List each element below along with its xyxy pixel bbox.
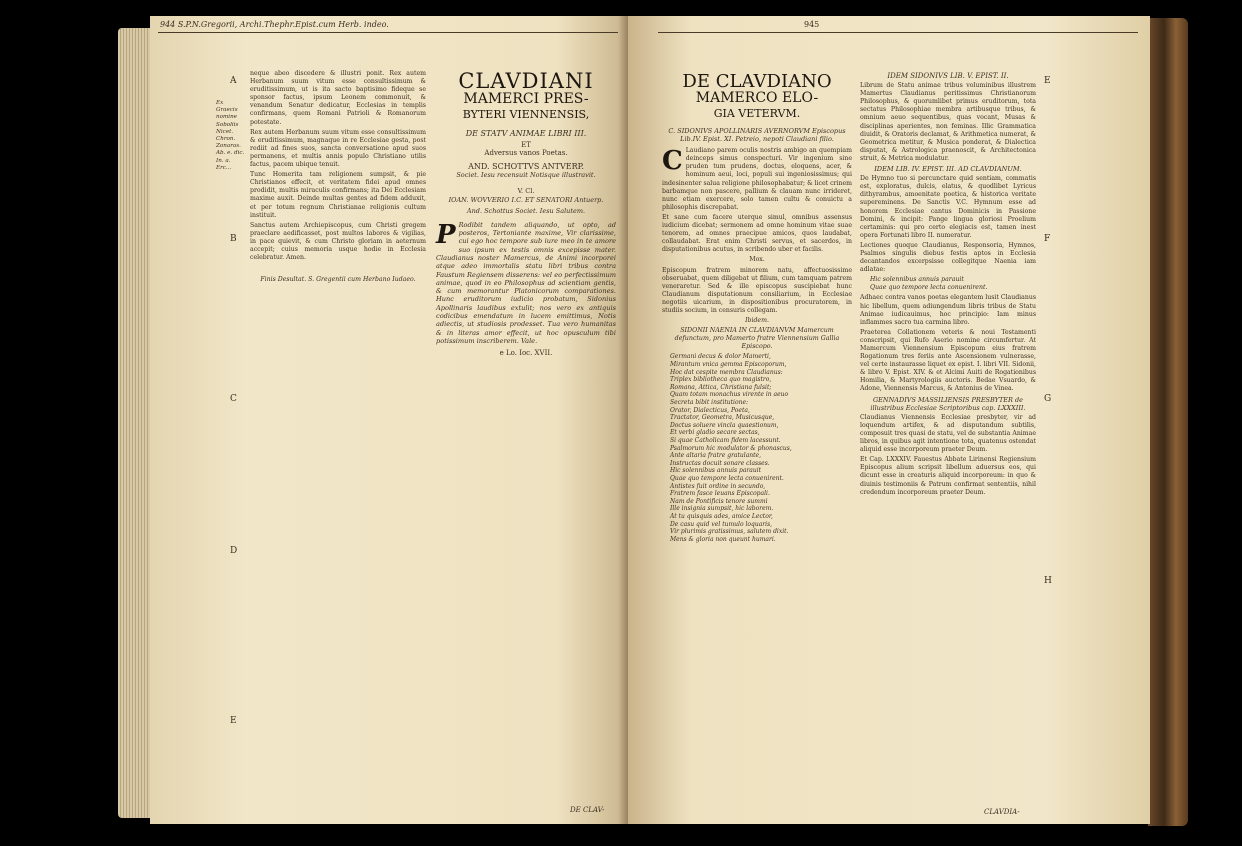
- para-librum: Librum de Statu animae tribus voluminibus illustrem Mamertus Claudianus peritissimus Christianorum Philosophus, & quorumlibet primus eruditorum, tota sectatus Philosophiae membra artibusque tribus, & omnium aeuo sequentibus, quas vocant, Musas & disciplinas aperientes, non feminas. Illic Grammatica diuidit, & Oratoris declamat, & Arithmetica numerat, & Geometrica metitur, & Musica ponderat, & Dialectica disputat, & Astrologica praenoscit, & Architectonica struit, & Metrica modulatur.: [860, 82, 1036, 162]
- verse-line: Hic solennibus annuis parauit: [870, 276, 964, 284]
- right-page-number: 945: [804, 20, 820, 29]
- editor-note: Societ. Iesu recensuit Notisque illustravit.: [456, 171, 596, 180]
- title-claudiani: CLAVDIANI: [458, 69, 594, 93]
- poem-line: Hic solennibus annuis parauit: [670, 467, 762, 475]
- source-sidonius: C. SIDONIVS APOLLINARIS AVERNORVM Episcopus Lib.IV. Epist. XI. Petreio, nepoti Claudiani filio.: [668, 127, 846, 144]
- left-col1-para: Sanctus autem Archiepiscopus, cum Christi gregem praeclare aedificasset, post multos labores & vigilias, in pace quievit, & cum Christo gloriam in aeternum accepit; cuius memoria usque hodie in Ecclesia celebratur. Amen.: [250, 221, 426, 262]
- right-column-1: [662, 72, 852, 792]
- poem-line: Tractator, Geometra, Musicusque,: [670, 414, 775, 422]
- right-head-rule: [658, 32, 1138, 33]
- poem-line: Orator, Dialecticus, Poeta,: [670, 406, 750, 414]
- finis-note: Finis Desultat. S. Gregentii cum Herbano Iudaeo.: [260, 276, 416, 284]
- poem-line: Fratrem fasce leuans Episcopali.: [670, 490, 770, 498]
- work-et: ET: [521, 141, 531, 150]
- margin-letter-h: H: [1044, 576, 1052, 586]
- right-page: [628, 16, 1150, 824]
- left-catchword: DE CLAV-: [570, 806, 605, 814]
- para-claudianus-viennensis: Claudianus Viennensis Ecclesiae presbyter, vir ad loquendum artifex, & ad disputandum subtilis, composuit tres quasi de statu, vel de substantia Animae libros, in quibus agit intentione tota, quatenus ostendat aliquid esse incorporeum praeter Deum.: [860, 413, 1036, 454]
- poem-line: Instructas docuit sonare classes.: [670, 459, 770, 467]
- left-column-1: [250, 70, 426, 788]
- ibidem-label: Ibidem.: [745, 317, 769, 325]
- poem-line: Antistes fuit ordine in secundo,: [670, 482, 766, 490]
- idem-sidonius-head: IDEM SIDONIVS LIB. V. EPIST. II.: [887, 72, 1009, 80]
- poem-line: Quam totam monachus virente in aeuo: [670, 391, 789, 399]
- poem-line: Si quae Catholicam fidem lacessunt.: [670, 436, 781, 444]
- dedicatee: IOAN. WOVVERIO I.C. ET SENATORI Antuerp.: [448, 195, 604, 204]
- poem-line: Triplex bibliotheca quo magistro,: [670, 376, 772, 384]
- side-note: Ex Graecis nomine Soboliis Nicet. Chron. Zonaras. Ab. e. dic. In. a. Erc...: [216, 100, 245, 171]
- para-praeterea: Praeterea Collationem veteris & noui Testamenti conscripsit, qui Rufo Aserio nomine circumfertur. At Mamercum Viennensium Episcopum eius fratrem Rogationum tres feriis ante Ascensionem vulnerasse, vel certe instaurasse liquet ex epist. I. libri VII. Sidonii, & libro V. Epist. XIV. & et Alcimi Auiti de Rogationibus Homilia, & Martyrologiis auctoris. Bedae Vsuardo, & Adone, Viennensis Marcus, & Antonius de Vinea.: [860, 328, 1036, 393]
- left-col1-para: Tunc Homerita tam religionem sumpsit, & pie Christianos effecit, et veritatem fidei apud omnes prodidit, multis miraculis confirmans; ita Dei Ecclesiam maxime auxit. Deinde multas gentes ad fidem adduxit, et per totum regnum Christianae religionis cultum instituit.: [250, 171, 426, 219]
- poem-line: Nam de Pontificis tenore summi: [670, 497, 768, 505]
- poem-line: De casu quid vel tumulo loquaris,: [670, 520, 773, 528]
- margin-letter-d: D: [230, 546, 238, 556]
- para-episcopum: Episcopum fratrem minorem natu, affectuosissime obseruabat, quem diligebat ut filium, cum tamquam patrem veneraretur. Sed & ille episcopus suscipiebat hunc Claudianum disputationum consiliarium, in Ecclesiae negotiis uicarium, in dispositionibus procuratorem, in studiis socium, in censuris collegam.: [662, 266, 852, 314]
- margin-letter-c: C: [230, 394, 237, 404]
- naenia-heading: SIDONII NAENIA IN CLAVDIANVM Mamercum defunctum, pro Mamerto fratre Viennensium Gallia Episcopo.: [674, 327, 840, 351]
- poem-line: Mens & gloria non queunt humari.: [670, 535, 776, 543]
- dropcap-p: P: [436, 219, 456, 250]
- poem-line: Quae quo tempore lecta conuenirent.: [670, 474, 784, 482]
- idem-lib-head: IDEM LIB. IV. EPIST. III. AD CLAVDIANUM.: [874, 165, 1022, 174]
- left-col1-para: Rex autem Herbanum suum vitum esse consultissimum & eruditissimum, magnaque in re Ecclesiae gesta, post rediit ad fines suos, sancta conversatione apud suos permanens, et multis annis populo Christiano utilis factus, pacem ubique tenuit.: [250, 128, 426, 169]
- dedication-body: [436, 221, 616, 345]
- right-catchword: CLAVDIA-: [984, 808, 1020, 816]
- left-head-rule: [158, 32, 618, 33]
- para-hymno: De Hymno tuo si percunctare quid sentiam, commatis est, exploratus, dulcis, elatus, & quodlibet Lyricus dithyrambus, amoenitate poetica, & historica veritate supereminens. De Sanctis V.C. Hymnum esse ad honorem Ecclesiae cantus Dominicis in Passione Domini, & incipit: Pange lingua gloriosi Proelium certaminis: qui pro certo elegiacis est, tamen inest opera Fortunati libro II. numeratur.: [860, 175, 1036, 239]
- poem-line: Ille insignia sumpsit, hic laborem.: [670, 505, 774, 513]
- editor-name: AND. SCHOTTVS ANTVERP.: [468, 162, 584, 172]
- title-viennensis: BYTERI VIENNENSIS,: [462, 108, 590, 121]
- para-lectiones: Lectiones quoque Claudianus, Responsoria, Hymnos, Psalmos singulis diebus festis aptos in Ecclesia decantandos excerpsisse collegitque Naenia iam adlatae:: [860, 241, 1036, 274]
- margin-letter-g: G: [1044, 394, 1052, 404]
- poem-line: Hoc dat cespite membra Claudianus:: [670, 368, 783, 376]
- margin-letter-b: B: [230, 234, 237, 244]
- work-title: DE STATV ANIMAE LIBRI III.: [465, 129, 587, 138]
- dedication-text: Rodibit tandem aliquando, ut opto, ad posteros, Tertoniante maxime, Vir clarissime, cui ego hoc tempore sub iure meo in te amore suo ipsum ex testis omnis excepisse mater. Claudianus noster Mamercus, de Animi incorporei atque adeo immortalis statu libri tribus contra Faustum Regiensem disserens: vel eo perfectissimum animae, quod in eo Philosophus ad scientiam gentis, & cum memorantur Platonicorum comparationes. Hunc eruditorum iudicio probatum, Sidonius Apollinaris laudibus extulit; nos vero ex antiquis codicibus emendatum in lucem emittimus, Notis adiectis, ut studiosis prodesset. Tua vero humanitas & in literas amor effecit, ut hoc opusculum tibi potissimum inscriberem. Vale.: [436, 220, 616, 345]
- margin-letter-e-right: E: [1044, 76, 1051, 86]
- left-running-head: 944 S.P.N.Gregorii, Archi.Thephr.Epist.cum Herb. indeo.: [160, 20, 389, 29]
- verse-line: Quae quo tempore lecta conuenirent.: [870, 284, 988, 292]
- poem-line: Mirantum vnica gemma Episcoporum,: [670, 361, 787, 369]
- poem-line: At tu quisquis ades, amice Lector,: [670, 512, 773, 520]
- salutation: And. Schottus Societ. Iesu Salutem.: [466, 206, 586, 215]
- left-column-2: [436, 70, 616, 790]
- para-faustus: Et Cap. LXXXIV. Fauestus Abbate Lirinensi Regiensium Episcopus alium scripsit libellum aduersus eos, qui dicunt esse in creaturis aliquid incorporeum: in quo & diuinis testimoniis & Patrum confirmat sententiis, nihil credendum incorporeum praeter Deum.: [860, 456, 1036, 496]
- work-adversus: Adversus vanos Poetas.: [484, 149, 568, 158]
- left-col1-para: neque abeo discedere & illustri ponit. Rex autem Herbanum suum vitum esse consultissimum & eruditissimum, ut is ita sacto baptisimo fideque se sponsor factus, ipsum Leonem commonuit, & venandum Senatur dedicatur, Ecclesias in templis confirmans, quem Romani Patrioli & Romanorum potestate.: [250, 70, 426, 126]
- poem-line: Romana, Attica, Christiana fulsit;: [670, 383, 772, 391]
- poem-line: Et verbi gladio secare sectas,: [670, 429, 760, 437]
- mox-label: Mox.: [749, 256, 765, 264]
- para-claudiano: [662, 147, 852, 212]
- poem-line: Secreta bibit institutione:: [670, 399, 749, 406]
- left-page: [150, 16, 628, 824]
- title-veterum: GIA VETERVM.: [713, 107, 801, 120]
- poem-line: Psalmorum hic modulator & phonascus,: [670, 444, 792, 452]
- para-sane: Et sane cum facere uterque simul, omnibus assensus iudicium dicebat; sermonem ad omne hominum vitae suae tenorem, ad omnes praecipue amicos, quos laudabat, collaudabat. Erat enim Christi servus, et sacerdos, in disputationibus acutus, in scribendo uber et facilis.: [662, 213, 852, 254]
- gennadius-head: GENNADIVS MASSILIENSIS PRESBYTER de illustribus Ecclesiae Scriptoribus cap. LXXXIII.: [870, 395, 1026, 412]
- margin-letter-f: F: [1044, 234, 1051, 244]
- poem-line: Vir plurimis gratissimus, salutem dixit.: [670, 528, 789, 536]
- naenia-poem: [662, 353, 852, 543]
- margin-letter-a: A: [230, 76, 237, 86]
- dedication-date: e Lo. Ioc. XVII.: [499, 349, 553, 358]
- right-column-2: [860, 72, 1036, 792]
- poem-line: Ante altaria fratre gratulante,: [670, 452, 762, 460]
- book-cover-edge-right: [1148, 18, 1188, 826]
- title-de-claudiano: DE CLAVDIANO: [682, 71, 832, 92]
- title-mamerco: MAMERCO ELO-: [695, 90, 819, 106]
- vc-label: V. Cl.: [517, 187, 535, 196]
- para-adhaec: Adhaec contra vanos poetas elegantem lusit Claudianus hic libellum, quem adiungendum libris tribus de Statu Animae iudicauimus, hoc principio: Iam minus inflammes sacro tua carmina libro.: [860, 294, 1036, 326]
- poem-line: Doctus soluere vincla quaestionum,: [670, 421, 779, 429]
- para-claudiano-text: Laudiano parem oculis nostris ambigo an quempiam deinceps simus conspecturi. Vir ingenium sine pruden tum prudens, doctus, eloquens, acer, & hominum aeui, loci, populi sui ingeniosissimus; qui indesinenter salua religione philosophabatur; & licet crinem barbamque non pascere, pallium & clauam nunc irrideret, nunc etiam exercere, solo tamen cultu & conuictu a philosophis discrepabat.: [662, 147, 853, 211]
- title-mamerci: MAMERCI PRES-: [463, 91, 589, 107]
- margin-letter-e: E: [230, 716, 237, 726]
- poem-line: Germani decus & dolor Mamerti,: [670, 353, 771, 361]
- dropcap-c: C: [662, 146, 683, 177]
